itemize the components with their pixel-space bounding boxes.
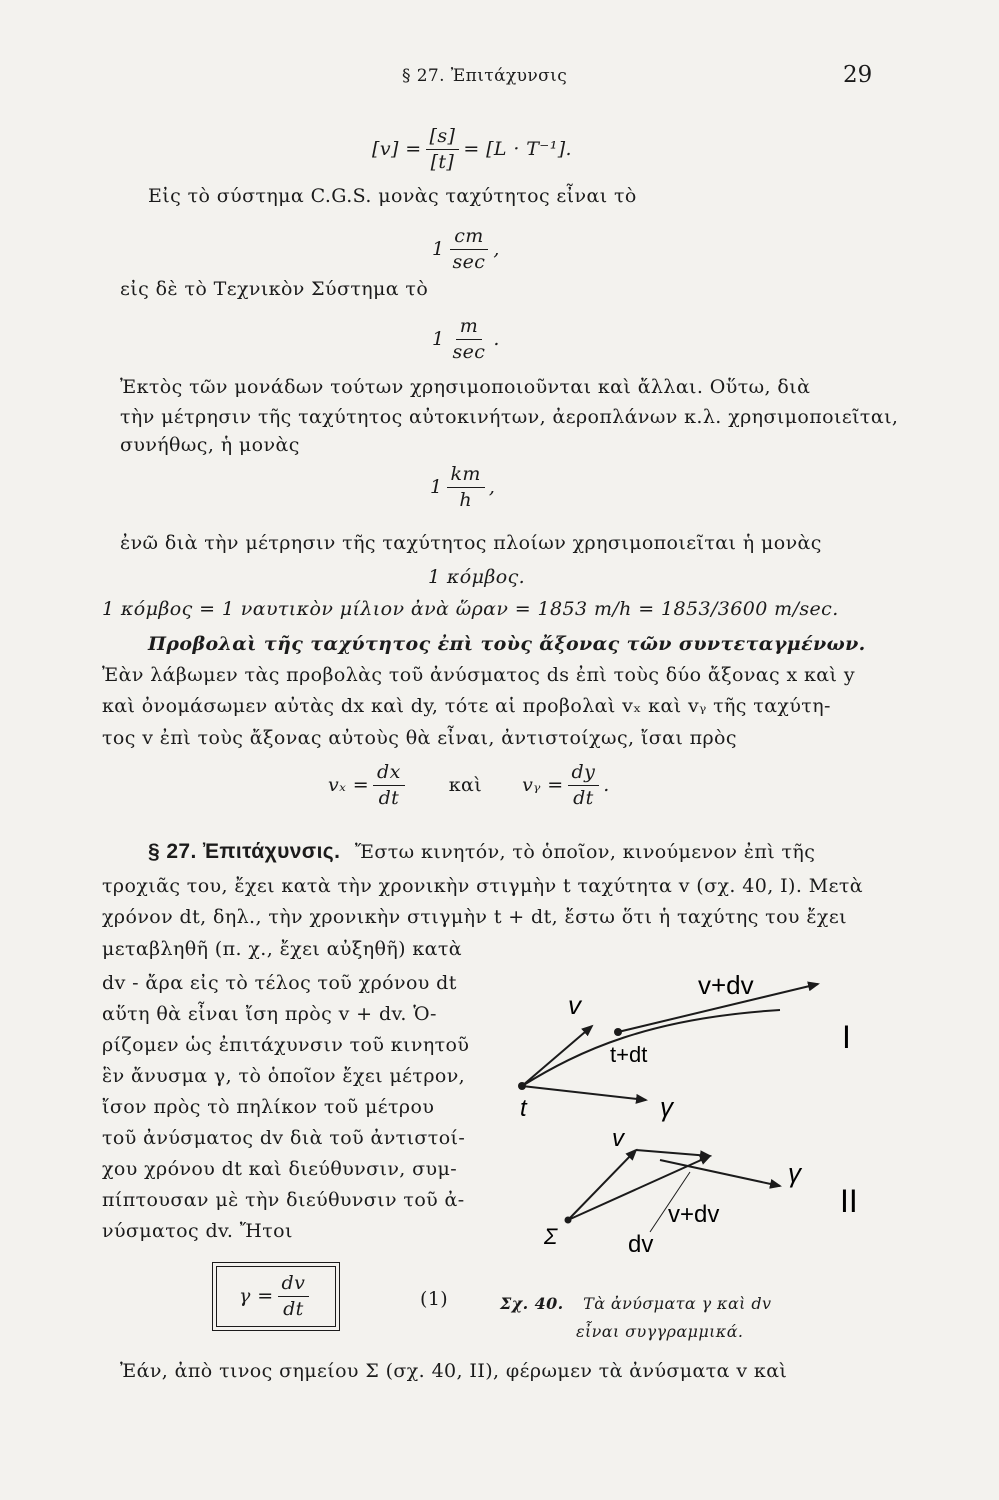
dt: dt (378, 786, 400, 809)
other-units-line-1: Ἐκτὸς τῶν μονάδων τούτων χρησιμοποιοῦνται καὶ ἄλλαι. Οὕτω, διὰ (120, 376, 811, 398)
paragraph-ships: ἐνῶ διὰ τὴν μέτρησιν τῆς ταχύτητος πλοίων χρησιμοποιεῖται ἡ μονὰς (120, 532, 822, 554)
vector-gamma-2 (660, 1160, 780, 1186)
vx-label: vₓ = (328, 774, 370, 797)
accel-lhs: γ = (239, 1285, 274, 1308)
unit-den: sec (452, 340, 486, 363)
last-line: Ἐάν, ἀπὸ τινος σημείου Σ (σχ. 40, II), φέρωμεν τὰ ἀνύσματα v καὶ (120, 1360, 788, 1382)
other-units-line-2: τὴν μέτρησιν τῆς ταχύτητος αὐτοκινήτων, ἀεροπλάνων κ.λ. χρησιμοποιεῖται, (120, 406, 899, 428)
end-punct: . (603, 774, 610, 797)
other-units-line-3: συνήθως, ἡ μονὰς (120, 434, 300, 456)
dim-lhs: [v] = (372, 138, 422, 161)
unit-one: 1 (432, 328, 445, 351)
unit-den: sec (452, 250, 486, 273)
label-gamma-2: γ (788, 1158, 801, 1188)
section-line: χρόνον dt, δηλ., τὴν χρονικὴν στιγμὴν t + dt, ἔστω ὅτι ἡ ταχύτης του ἔχει (102, 906, 847, 928)
section-line: πίπτουσαν μὲ τὴν διεύθυνσιν τοῦ ἀ- (102, 1189, 465, 1211)
label-t-dt: t+dt (610, 1042, 648, 1067)
unit-m-sec (432, 316, 500, 363)
section-line: dv - ἄρα εἰς τὸ τέλος τοῦ χρόνου dt (102, 972, 457, 994)
section-line: ἓν ἄνυσμα γ, τὸ ὁποῖον ἔχει μέτρον, (102, 1065, 466, 1087)
section-line: τοῦ ἀνύσματος dv διὰ τοῦ ἀντιστοί- (102, 1127, 466, 1149)
caption-label: Σχ. 40. (500, 1294, 564, 1313)
vector-v-2 (568, 1150, 636, 1220)
dx: dx (373, 762, 405, 786)
unit-num: cm (450, 226, 487, 250)
component-equations (328, 762, 610, 809)
label-dv: dv (628, 1231, 654, 1258)
vy-label: vᵧ = (522, 774, 564, 797)
label-sigma: Σ (544, 1224, 558, 1249)
section-line: μεταβληθῆ (π. χ., ἔχει αὐξηθῆ) κατὰ (102, 938, 463, 960)
figure-40 (500, 940, 900, 1260)
unit-punct: . (493, 328, 500, 351)
projections-line-3: τος v ἐπὶ τοὺς ἄξονας αὐτοὺς θὰ εἶναι, ἀντιστοίχως, ἴσαι πρὸς (102, 727, 737, 749)
section-line: αὕτη θὰ εἶναι ἴση πρὸς v + dv. Ὁ- (102, 1003, 437, 1025)
dimension-equation (372, 126, 572, 173)
label-v-2: v (612, 1125, 624, 1152)
paragraph-technical: εἰς δὲ τὸ Τεχνικὸν Σύστημα τὸ (120, 278, 429, 300)
section-line: τροχιᾶς του, ἔχει κατὰ τὴν χρονικὴν στιγμὴν t ταχύτητα v (σχ. 40, I). Μετὰ (102, 875, 863, 897)
projections-line-2: καὶ ὀνομάσωμεν αὐτὰς dx καὶ dy, τότε αἱ προβολαὶ vₓ καὶ vᵧ τῆς ταχύτη- (102, 695, 831, 717)
unit-one: 1 (432, 238, 445, 261)
unit-den: h (459, 488, 472, 511)
section-heading: § 27. Ἐπιτάχυνσις. (148, 840, 341, 863)
acceleration-formula (216, 1266, 336, 1327)
section-line: ρίζομεν ὡς ἐπιτάχυνσιν τοῦ κινητοῦ (102, 1034, 470, 1056)
unit-num: m (456, 316, 482, 340)
page-number: 29 (843, 62, 873, 88)
vector-v (522, 1026, 592, 1086)
label-v-dv: v+dv (698, 970, 754, 1000)
dt: dt (283, 1297, 304, 1320)
dim-den: [t] (430, 150, 455, 173)
section-line: νύσματος dv. Ἤτοι (102, 1220, 293, 1242)
unit-punct: , (493, 238, 500, 261)
vector-dv (636, 1150, 710, 1156)
unit-one: 1 (430, 476, 443, 499)
section-intro: Ἔστω κινητόν, τὸ ὁποῖον, κινούμενον ἐπὶ τῆς (354, 841, 816, 863)
paragraph-cgs: Εἰς τὸ σύστημα C.G.S. μονὰς ταχύτητος εἶναι τὸ (148, 185, 637, 207)
section-line: χου χρόνου dt καὶ διεύθυνσιν, συμ- (102, 1158, 458, 1180)
unit-km-h (430, 464, 495, 511)
label-v-dv-2: v+dv (668, 1201, 720, 1228)
running-title: § 27. Ἐπιτάχυνσις (402, 66, 568, 86)
dim-rhs: = [L · T⁻¹]. (463, 138, 572, 161)
section-first-line (148, 840, 815, 864)
knot-definition: 1 κόμβος = 1 ναυτικὸν μίλιον ἀνὰ ὥραν = 1853 m/h = 1853/3600 m/sec. (102, 598, 839, 620)
dt: dt (573, 786, 594, 809)
equation-number: (1) (420, 1288, 449, 1310)
dim-num: [s] (426, 126, 460, 150)
dy: dy (568, 762, 600, 786)
unit-cm-sec (432, 226, 500, 273)
figure-caption (500, 1294, 771, 1313)
label-t: t (520, 1095, 527, 1122)
section-line: ἴσον πρὸς τὸ πηλίκον τοῦ μέτρου (102, 1096, 435, 1118)
projections-heading: Προβολαὶ τῆς ταχύτητος ἐπὶ τοὺς ἄξονας τῶν συντεταγμένων. (148, 633, 866, 655)
knot-title: 1 κόμβος. (428, 566, 526, 588)
label-v: v (568, 990, 581, 1020)
caption-text-2: εἶναι συγγραμμικά. (576, 1322, 744, 1341)
projections-line-1: Ἐὰν λάβωμεν τὰς προβολὰς τοῦ ἀνύσματος ds ἐπὶ τοὺς δύο ἄξονας x καὶ y (102, 664, 855, 686)
caption-text: Τὰ ἀνύσματα γ καὶ dv (583, 1294, 772, 1313)
vector-gamma (522, 1086, 646, 1100)
part-label-II: II (840, 1183, 858, 1219)
unit-num: km (447, 464, 485, 488)
label-gamma: γ (660, 1092, 673, 1122)
dv: dv (278, 1273, 310, 1297)
part-label-I: I (842, 1019, 851, 1055)
trajectory-curve (522, 1010, 780, 1086)
unit-punct: , (488, 476, 496, 499)
and-word: καὶ (448, 774, 483, 797)
dim-fraction (426, 126, 460, 173)
